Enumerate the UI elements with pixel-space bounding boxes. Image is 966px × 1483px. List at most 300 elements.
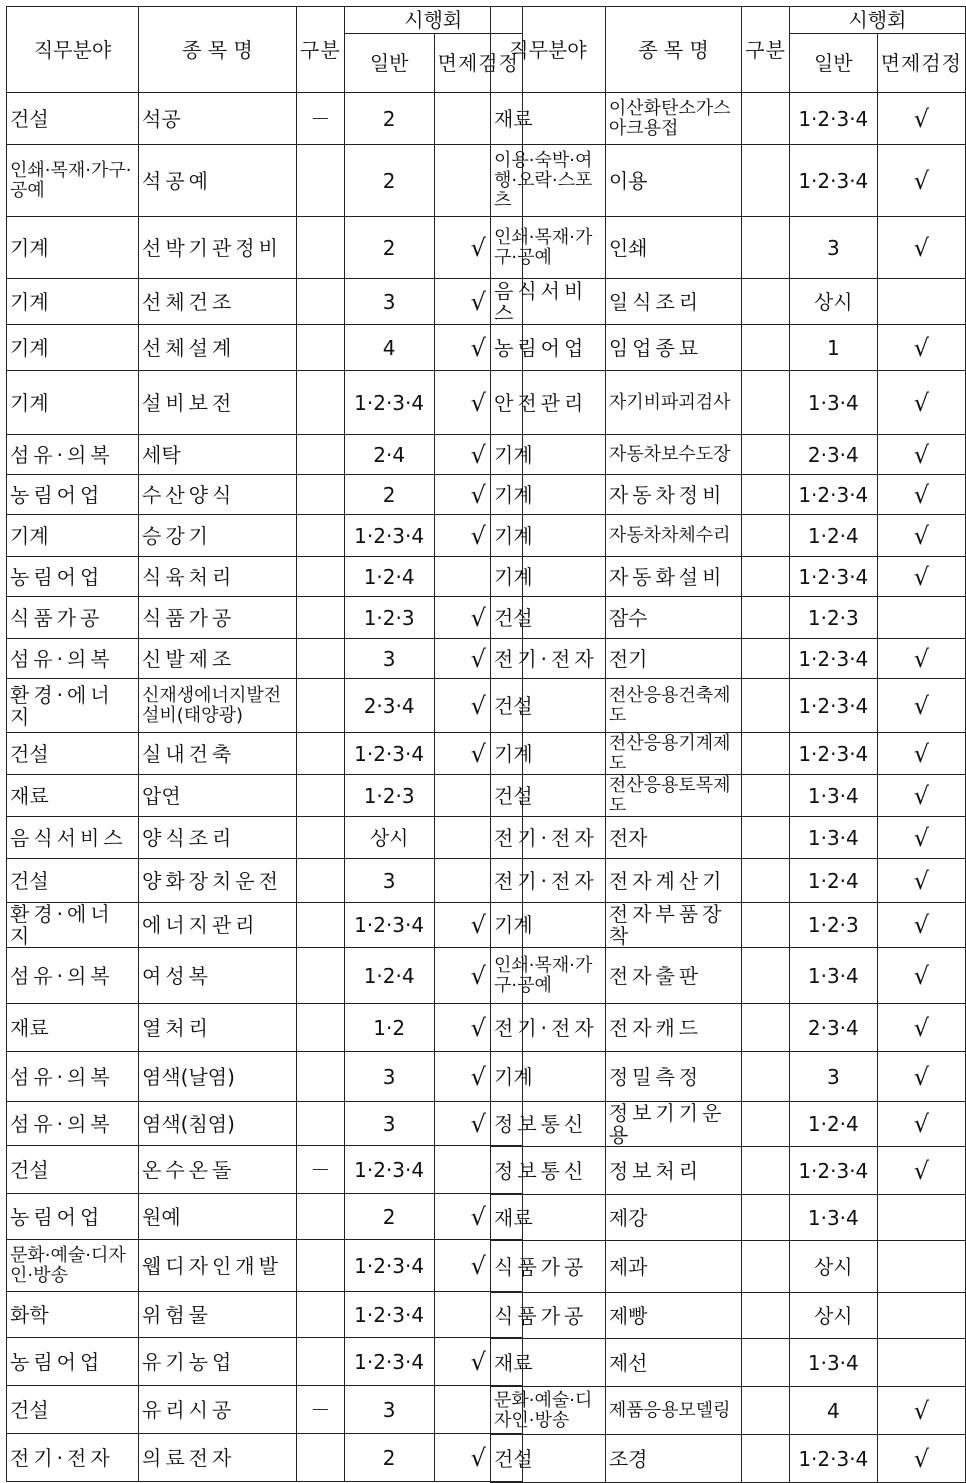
class-cell bbox=[297, 1338, 345, 1386]
general-cell: 2·3·4 bbox=[344, 679, 434, 733]
general-cell: 1·3·4 bbox=[789, 775, 877, 817]
general-cell: 1·3·4 bbox=[789, 1195, 877, 1241]
header-name: 종 목 명 bbox=[605, 7, 741, 93]
exempt-cell: √ bbox=[434, 217, 522, 279]
table-row bbox=[491, 557, 966, 597]
exempt-cell bbox=[877, 1241, 965, 1293]
general-cell: 2 bbox=[344, 475, 434, 515]
exempt-cell: √ bbox=[434, 1338, 522, 1386]
table-row bbox=[7, 1102, 523, 1146]
table-row bbox=[7, 1146, 523, 1194]
name-cell: 자동차보수도장 bbox=[605, 435, 741, 475]
class-cell bbox=[742, 1195, 790, 1241]
field-cell: 이용·숙박·여행·오락·스포츠 bbox=[491, 145, 606, 217]
general-cell: 1·2·4 bbox=[789, 1102, 877, 1147]
field-cell: 기계 bbox=[7, 217, 139, 279]
table-row bbox=[491, 217, 966, 279]
name-cell: 전산응용토목제도 bbox=[605, 775, 741, 817]
table-row bbox=[7, 325, 523, 371]
class-cell bbox=[742, 145, 790, 217]
class-cell bbox=[742, 1052, 790, 1102]
table-row bbox=[491, 1004, 966, 1052]
class-cell bbox=[742, 1102, 790, 1147]
name-cell: 양화장치운전 bbox=[139, 859, 297, 903]
class-cell bbox=[742, 279, 790, 325]
name-cell: 자기비파괴검사 bbox=[605, 371, 741, 435]
table-row bbox=[491, 1241, 966, 1293]
field-cell: 재료 bbox=[7, 775, 139, 817]
exempt-cell: √ bbox=[877, 1004, 965, 1052]
field-cell: 전기·전자 bbox=[491, 817, 606, 859]
general-cell: 2·4 bbox=[344, 435, 434, 475]
table-row bbox=[7, 515, 523, 557]
field-cell: 섬유·의복 bbox=[7, 639, 139, 679]
name-cell: 제강 bbox=[605, 1195, 741, 1241]
exempt-cell: √ bbox=[434, 1004, 522, 1052]
class-cell bbox=[297, 775, 345, 817]
field-cell: 전기·전자 bbox=[491, 859, 606, 903]
class-cell bbox=[297, 145, 345, 217]
class-cell bbox=[297, 859, 345, 903]
name-cell: 전자부품장착 bbox=[605, 903, 741, 948]
general-cell: 2 bbox=[344, 145, 434, 217]
exempt-cell: √ bbox=[877, 775, 965, 817]
table-row bbox=[491, 435, 966, 475]
exempt-cell: √ bbox=[434, 1194, 522, 1240]
table-row bbox=[491, 1147, 966, 1195]
exempt-cell: √ bbox=[877, 817, 965, 859]
name-cell: 이용 bbox=[605, 145, 741, 217]
exempt-cell: √ bbox=[434, 903, 522, 948]
field-cell: 건설 bbox=[7, 93, 139, 145]
general-cell: 1·2·3·4 bbox=[344, 1338, 434, 1386]
general-cell: 1·2·3·4 bbox=[344, 371, 434, 435]
field-cell: 식품가공 bbox=[7, 597, 139, 639]
field-cell: 섬유·의복 bbox=[7, 1102, 139, 1146]
field-cell: 기계 bbox=[491, 515, 606, 557]
exempt-cell: √ bbox=[434, 1240, 522, 1292]
field-cell: 정보통신 bbox=[491, 1147, 606, 1195]
name-cell: 원예 bbox=[139, 1194, 297, 1240]
name-cell: 신재생에너지발전설비(태양광) bbox=[139, 679, 297, 733]
class-cell bbox=[742, 679, 790, 733]
class-cell bbox=[742, 903, 790, 948]
table-row bbox=[491, 1195, 966, 1241]
right-table bbox=[490, 6, 966, 1483]
field-cell: 건설 bbox=[7, 1386, 139, 1434]
exempt-cell: √ bbox=[877, 1102, 965, 1147]
name-cell: 위험물 bbox=[139, 1292, 297, 1338]
exempt-cell: √ bbox=[877, 371, 965, 435]
table-row bbox=[7, 948, 523, 1004]
field-cell: 건설 bbox=[7, 733, 139, 775]
table-row bbox=[7, 679, 523, 733]
field-cell: 환경·에너지 bbox=[7, 903, 139, 948]
name-cell: 여성복 bbox=[139, 948, 297, 1004]
name-cell: 자동차차체수리 bbox=[605, 515, 741, 557]
class-cell: － bbox=[297, 1386, 345, 1434]
table-row bbox=[7, 817, 523, 859]
general-cell: 2·3·4 bbox=[789, 1004, 877, 1052]
class-cell bbox=[742, 597, 790, 639]
general-cell: 1·2·3 bbox=[344, 775, 434, 817]
name-cell: 선체설계 bbox=[139, 325, 297, 371]
exempt-cell: √ bbox=[434, 279, 522, 325]
exempt-cell bbox=[877, 1293, 965, 1339]
class-cell bbox=[742, 639, 790, 679]
name-cell: 제빵 bbox=[605, 1293, 741, 1339]
exempt-cell bbox=[877, 1339, 965, 1387]
class-cell bbox=[742, 733, 790, 775]
header-general: 일반 bbox=[344, 34, 434, 93]
exempt-cell: √ bbox=[434, 435, 522, 475]
exempt-cell: √ bbox=[877, 948, 965, 1004]
general-cell: 1·2·3·4 bbox=[789, 1435, 877, 1483]
general-cell: 1·2·3·4 bbox=[344, 1292, 434, 1338]
name-cell: 전자출판 bbox=[605, 948, 741, 1004]
field-cell: 재료 bbox=[7, 1004, 139, 1052]
field-cell: 정보통신 bbox=[491, 1102, 606, 1147]
name-cell: 정보기기운용 bbox=[605, 1102, 741, 1147]
table-row bbox=[7, 1052, 523, 1102]
exempt-cell: √ bbox=[877, 859, 965, 903]
field-cell: 건설 bbox=[7, 1146, 139, 1194]
class-cell bbox=[297, 557, 345, 597]
table-row bbox=[7, 217, 523, 279]
name-cell: 전산응용건축제도 bbox=[605, 679, 741, 733]
field-cell: 음식서비스 bbox=[491, 279, 606, 325]
table-row bbox=[491, 775, 966, 817]
field-cell: 건설 bbox=[491, 679, 606, 733]
name-cell: 열처리 bbox=[139, 1004, 297, 1052]
general-cell: 1·2 bbox=[344, 1004, 434, 1052]
class-cell bbox=[742, 325, 790, 371]
exempt-cell: √ bbox=[877, 733, 965, 775]
field-cell: 농림어업 bbox=[7, 1338, 139, 1386]
name-cell: 양식조리 bbox=[139, 817, 297, 859]
class-cell bbox=[742, 1339, 790, 1387]
name-cell: 전자캐드 bbox=[605, 1004, 741, 1052]
table-row bbox=[7, 475, 523, 515]
exempt-cell: √ bbox=[877, 93, 965, 145]
table-row bbox=[491, 733, 966, 775]
field-cell: 기계 bbox=[7, 515, 139, 557]
field-cell: 농림어업 bbox=[7, 475, 139, 515]
field-cell: 문화·예술·디자인·방송 bbox=[7, 1240, 139, 1292]
field-cell: 농림어업 bbox=[491, 325, 606, 371]
table-row bbox=[491, 597, 966, 639]
field-cell: 화학 bbox=[7, 1292, 139, 1338]
header-exempt: 면제검정 bbox=[434, 34, 522, 93]
exempt-cell: √ bbox=[434, 475, 522, 515]
exempt-cell: √ bbox=[434, 639, 522, 679]
name-cell: 전자 bbox=[605, 817, 741, 859]
field-cell: 기계 bbox=[491, 903, 606, 948]
general-cell: 2 bbox=[344, 217, 434, 279]
general-cell: 1·2·3·4 bbox=[789, 557, 877, 597]
exempt-cell: √ bbox=[877, 475, 965, 515]
general-cell: 1·2·3 bbox=[789, 903, 877, 948]
class-cell bbox=[742, 1435, 790, 1483]
class-cell bbox=[742, 1147, 790, 1195]
field-cell: 재료 bbox=[491, 93, 606, 145]
table-row bbox=[491, 93, 966, 145]
name-cell: 승강기 bbox=[139, 515, 297, 557]
general-cell: 1·2·3·4 bbox=[344, 903, 434, 948]
general-cell: 1·2·4 bbox=[789, 515, 877, 557]
header-schedule: 시행회 bbox=[344, 7, 522, 34]
name-cell: 자동화설비 bbox=[605, 557, 741, 597]
table-row bbox=[491, 279, 966, 325]
name-cell: 설비보전 bbox=[139, 371, 297, 435]
general-cell: 3 bbox=[344, 1386, 434, 1434]
general-cell: 3 bbox=[344, 279, 434, 325]
general-cell: 상시 bbox=[789, 1241, 877, 1293]
exempt-cell: √ bbox=[877, 639, 965, 679]
exempt-cell: √ bbox=[434, 597, 522, 639]
field-cell: 건설 bbox=[491, 775, 606, 817]
table-row bbox=[7, 597, 523, 639]
name-cell: 정밀측정 bbox=[605, 1052, 741, 1102]
field-cell: 전기·전자 bbox=[491, 639, 606, 679]
general-cell: 3 bbox=[344, 1052, 434, 1102]
general-cell: 1·2·3·4 bbox=[789, 679, 877, 733]
table-row bbox=[491, 817, 966, 859]
field-cell: 기계 bbox=[491, 733, 606, 775]
field-cell: 기계 bbox=[491, 475, 606, 515]
table-row bbox=[7, 1240, 523, 1292]
name-cell: 웹디자인개발 bbox=[139, 1240, 297, 1292]
table-row bbox=[7, 1004, 523, 1052]
class-cell bbox=[297, 279, 345, 325]
name-cell: 조경 bbox=[605, 1435, 741, 1483]
class-cell bbox=[297, 1004, 345, 1052]
class-cell bbox=[742, 475, 790, 515]
table-row bbox=[7, 1434, 523, 1482]
class-cell bbox=[742, 371, 790, 435]
field-cell: 기계 bbox=[491, 557, 606, 597]
left-table bbox=[6, 6, 523, 1482]
name-cell: 석공 bbox=[139, 93, 297, 145]
exempt-cell: √ bbox=[434, 733, 522, 775]
class-cell bbox=[742, 93, 790, 145]
field-cell: 인쇄·목재·가구·공예 bbox=[491, 948, 606, 1004]
exempt-cell: √ bbox=[434, 325, 522, 371]
name-cell: 제과 bbox=[605, 1241, 741, 1293]
name-cell: 의료전자 bbox=[139, 1434, 297, 1482]
general-cell: 2 bbox=[344, 93, 434, 145]
class-cell bbox=[742, 948, 790, 1004]
class-cell bbox=[742, 435, 790, 475]
general-cell: 2·3·4 bbox=[789, 435, 877, 475]
table-row bbox=[7, 1386, 523, 1434]
general-cell: 1·2·3·4 bbox=[344, 1146, 434, 1194]
field-cell: 섬유·의복 bbox=[7, 948, 139, 1004]
field-cell: 건설 bbox=[491, 1435, 606, 1483]
table-row bbox=[491, 371, 966, 435]
class-cell bbox=[297, 325, 345, 371]
class-cell bbox=[297, 1102, 345, 1146]
field-cell: 문화·예술·디자인·방송 bbox=[491, 1387, 606, 1435]
table-row bbox=[491, 639, 966, 679]
class-cell bbox=[297, 639, 345, 679]
field-cell: 기계 bbox=[7, 279, 139, 325]
general-cell: 1·3·4 bbox=[789, 1339, 877, 1387]
name-cell: 식육처리 bbox=[139, 557, 297, 597]
exempt-cell: √ bbox=[877, 217, 965, 279]
general-cell: 1·2·4 bbox=[344, 557, 434, 597]
exempt-cell bbox=[877, 1195, 965, 1241]
name-cell: 세탁 bbox=[139, 435, 297, 475]
general-cell: 1 bbox=[789, 325, 877, 371]
general-cell: 1·2·3·4 bbox=[789, 475, 877, 515]
name-cell: 온수온돌 bbox=[139, 1146, 297, 1194]
table-row bbox=[491, 325, 966, 371]
table-row bbox=[7, 93, 523, 145]
exempt-cell: √ bbox=[877, 903, 965, 948]
class-cell bbox=[297, 1434, 345, 1482]
name-cell: 선체건조 bbox=[139, 279, 297, 325]
class-cell bbox=[742, 217, 790, 279]
class-cell bbox=[742, 515, 790, 557]
table-row bbox=[7, 1338, 523, 1386]
field-cell: 농림어업 bbox=[7, 1194, 139, 1240]
name-cell: 잠수 bbox=[605, 597, 741, 639]
general-cell: 1·2·3 bbox=[344, 597, 434, 639]
class-cell bbox=[742, 557, 790, 597]
table-row bbox=[491, 859, 966, 903]
table-row bbox=[491, 1052, 966, 1102]
class-cell bbox=[742, 859, 790, 903]
table-row bbox=[7, 145, 523, 217]
general-cell: 3 bbox=[344, 1102, 434, 1146]
table-row bbox=[491, 475, 966, 515]
field-cell: 섬유·의복 bbox=[7, 435, 139, 475]
name-cell: 일식조리 bbox=[605, 279, 741, 325]
exempt-cell: √ bbox=[877, 145, 965, 217]
class-cell bbox=[297, 733, 345, 775]
field-cell: 재료 bbox=[491, 1195, 606, 1241]
class-cell bbox=[742, 775, 790, 817]
field-cell: 기계 bbox=[7, 371, 139, 435]
name-cell: 제선 bbox=[605, 1339, 741, 1387]
class-cell bbox=[297, 903, 345, 948]
general-cell: 1·2·3·4 bbox=[344, 515, 434, 557]
general-cell: 4 bbox=[789, 1387, 877, 1435]
name-cell: 이산화탄소가스아크용접 bbox=[605, 93, 741, 145]
field-cell: 재료 bbox=[491, 1339, 606, 1387]
general-cell: 상시 bbox=[789, 1293, 877, 1339]
name-cell: 식품가공 bbox=[139, 597, 297, 639]
exempt-cell: √ bbox=[877, 557, 965, 597]
general-cell: 2 bbox=[344, 1434, 434, 1482]
general-cell: 1·2·4 bbox=[789, 859, 877, 903]
general-cell: 3 bbox=[344, 639, 434, 679]
table-row bbox=[7, 639, 523, 679]
field-cell: 섬유·의복 bbox=[7, 1052, 139, 1102]
table-row bbox=[7, 279, 523, 325]
table-row bbox=[491, 1293, 966, 1339]
class-cell: － bbox=[297, 1146, 345, 1194]
table-row bbox=[491, 903, 966, 948]
general-cell: 1·2·4 bbox=[344, 948, 434, 1004]
class-cell bbox=[297, 475, 345, 515]
name-cell: 염색(날염) bbox=[139, 1052, 297, 1102]
table-row bbox=[491, 679, 966, 733]
class-cell bbox=[297, 1240, 345, 1292]
name-cell: 석공예 bbox=[139, 145, 297, 217]
name-cell: 신발제조 bbox=[139, 639, 297, 679]
exempt-cell: √ bbox=[877, 1147, 965, 1195]
field-cell: 인쇄·목재·가구·공예 bbox=[491, 217, 606, 279]
field-cell: 기계 bbox=[7, 325, 139, 371]
general-cell: 4 bbox=[344, 325, 434, 371]
header-field: 직무분야 bbox=[7, 7, 139, 93]
general-cell: 1·2·3·4 bbox=[344, 733, 434, 775]
field-cell: 기계 bbox=[491, 435, 606, 475]
table-row bbox=[491, 1387, 966, 1435]
class-cell bbox=[297, 597, 345, 639]
header-class: 구분 bbox=[297, 7, 345, 93]
table-row bbox=[491, 1102, 966, 1147]
table-row bbox=[7, 435, 523, 475]
field-cell: 농림어업 bbox=[7, 557, 139, 597]
exempt-cell: √ bbox=[877, 1052, 965, 1102]
field-cell: 환경·에너지 bbox=[7, 679, 139, 733]
right-table-body bbox=[491, 93, 966, 1483]
field-cell: 음식서비스 bbox=[7, 817, 139, 859]
table-row bbox=[7, 371, 523, 435]
table-row bbox=[7, 1292, 523, 1338]
header-general: 일반 bbox=[789, 34, 877, 93]
name-cell: 인쇄 bbox=[605, 217, 741, 279]
header-exempt: 면제검정 bbox=[877, 34, 965, 93]
field-cell: 전기·전자 bbox=[7, 1434, 139, 1482]
exempt-cell: √ bbox=[877, 1387, 965, 1435]
table-row bbox=[491, 515, 966, 557]
general-cell: 1·2·3 bbox=[789, 597, 877, 639]
class-cell bbox=[297, 817, 345, 859]
header-class: 구분 bbox=[742, 7, 790, 93]
general-cell: 3 bbox=[789, 1052, 877, 1102]
exempt-cell: √ bbox=[434, 948, 522, 1004]
general-cell: 1·2·3·4 bbox=[789, 93, 877, 145]
name-cell: 임업종묘 bbox=[605, 325, 741, 371]
general-cell: 상시 bbox=[789, 279, 877, 325]
class-cell bbox=[297, 1292, 345, 1338]
table-row bbox=[7, 859, 523, 903]
table-row bbox=[7, 903, 523, 948]
header-name: 종 목 명 bbox=[139, 7, 297, 93]
exempt-cell: √ bbox=[877, 325, 965, 371]
general-cell: 1·3·4 bbox=[789, 948, 877, 1004]
name-cell: 유기농업 bbox=[139, 1338, 297, 1386]
exempt-cell: √ bbox=[877, 435, 965, 475]
class-cell bbox=[297, 679, 345, 733]
name-cell: 자동차정비 bbox=[605, 475, 741, 515]
class-cell bbox=[297, 371, 345, 435]
left-table-body bbox=[7, 93, 523, 1482]
table-row bbox=[7, 557, 523, 597]
table-row bbox=[491, 1435, 966, 1483]
name-cell: 전기 bbox=[605, 639, 741, 679]
name-cell: 압연 bbox=[139, 775, 297, 817]
exempt-cell: √ bbox=[434, 679, 522, 733]
name-cell: 유리시공 bbox=[139, 1386, 297, 1434]
class-cell bbox=[297, 435, 345, 475]
table-row bbox=[491, 1339, 966, 1387]
class-cell bbox=[297, 948, 345, 1004]
